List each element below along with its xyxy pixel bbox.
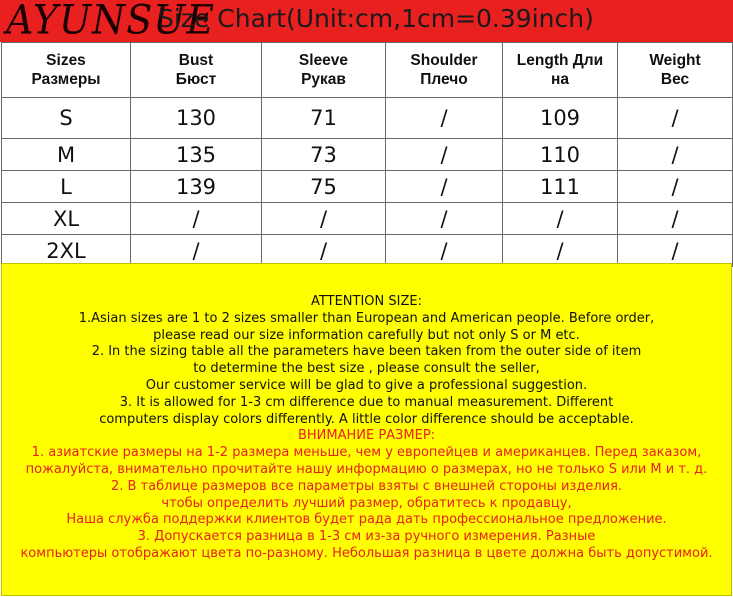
size-chart-title: Size Chart(Unit:cm,1cm=0.39inch) xyxy=(158,4,594,33)
notice-box xyxy=(1,263,732,596)
column-header-en: Length Дли xyxy=(516,52,604,69)
table-cell: 75 xyxy=(262,171,386,203)
english-note-line: 2. In the sizing table all the parameters have been taken from the outer side of item xyxy=(91,344,642,360)
size-table xyxy=(1,42,733,267)
russian-note-line: 1. азиатские размеры на 1-2 размера меньше, чем у европейцев и американцев. Перед заказом, xyxy=(31,445,702,461)
table-cell: / xyxy=(386,171,503,203)
column-header-en: Sizes xyxy=(46,52,86,69)
table-cell: 139 xyxy=(131,171,262,203)
column-header-ru: Рукав xyxy=(301,71,346,88)
column-header xyxy=(2,43,131,98)
notice-text xyxy=(2,294,731,563)
table-cell: / xyxy=(262,203,386,235)
table-body xyxy=(2,98,733,267)
table-row xyxy=(2,98,733,139)
size-cell: 2XL xyxy=(2,235,131,267)
english-note-line: Our customer service will be glad to give a professional suggestion. xyxy=(145,377,588,393)
english-note-line: computers display colors differently. A little color difference should be acceptable. xyxy=(99,411,634,427)
table-row xyxy=(2,235,733,267)
size-cell: L xyxy=(2,171,131,203)
column-header-en: Shoulder xyxy=(410,52,478,69)
table-cell: / xyxy=(618,139,733,171)
table-cell: / xyxy=(386,203,503,235)
size-cell: S xyxy=(2,98,131,139)
column-header xyxy=(262,43,386,98)
table-cell: / xyxy=(262,235,386,267)
table-cell: 109 xyxy=(503,98,618,139)
column-header-ru: Бюст xyxy=(175,71,217,88)
column-header xyxy=(618,43,733,98)
russian-note-line: Наша служба поддержки клиентов будет рада дать профессиональное предложение. xyxy=(66,512,667,528)
table-cell: 130 xyxy=(131,98,262,139)
table-cell: / xyxy=(131,203,262,235)
column-header xyxy=(386,43,503,98)
column-header xyxy=(503,43,618,98)
russian-note-line: ВНИМАНИЕ РАЗМЕР: xyxy=(297,428,436,444)
table-row xyxy=(2,203,733,235)
table-cell: 73 xyxy=(262,139,386,171)
table-cell: / xyxy=(618,98,733,139)
table-cell: / xyxy=(503,203,618,235)
column-header-ru: на xyxy=(551,71,569,88)
table-cell: 135 xyxy=(131,139,262,171)
column-header-en: Sleeve xyxy=(298,52,349,69)
russian-note-line: 2. В таблице размеров все параметры взяты с внешней стороны изделия. xyxy=(110,478,623,494)
column-header-ru: Вес xyxy=(660,71,690,88)
table-cell: / xyxy=(618,203,733,235)
table-cell: / xyxy=(618,235,733,267)
russian-note-line: чтобы определить лучший размер, обратитесь к продавцу, xyxy=(161,495,572,511)
column-header-en: Weight xyxy=(649,52,701,69)
brand-logo: AYUNSUE xyxy=(6,0,216,44)
table-row xyxy=(2,171,733,203)
russian-notes xyxy=(2,428,731,562)
table-cell: / xyxy=(131,235,262,267)
russian-note-line: пожалуйста, внимательно прочитайте нашу информацию о размерах, но не только S или M и т. д. xyxy=(25,461,708,477)
table-cell: / xyxy=(503,235,618,267)
english-note-line: to determine the best size , please consult the seller, xyxy=(193,361,540,377)
column-header-en: Bust xyxy=(178,52,214,69)
table-cell: 71 xyxy=(262,98,386,139)
table-header-row xyxy=(2,43,733,98)
table-cell: 111 xyxy=(503,171,618,203)
table-cell: 110 xyxy=(503,139,618,171)
size-cell: M xyxy=(2,139,131,171)
title-banner xyxy=(0,0,733,42)
table-row xyxy=(2,139,733,171)
column-header-ru: Плечо xyxy=(420,71,468,88)
english-notes xyxy=(2,294,731,428)
size-cell: XL xyxy=(2,203,131,235)
column-header xyxy=(131,43,262,98)
table-cell: / xyxy=(386,98,503,139)
table-cell: / xyxy=(618,171,733,203)
table-cell: / xyxy=(386,139,503,171)
english-note-line: 1.Asian sizes are 1 to 2 sizes smaller than European and American people. Before order, xyxy=(78,310,655,326)
russian-note-line: компьютеры отображают цвета по-разному. Небольшая разница в цвете должна быть допустимой. xyxy=(20,545,713,561)
english-note-line: ATTENTION SIZE: xyxy=(311,294,422,309)
russian-note-line: 3. Допускается разница в 1-3 см из-за ручного измерения. Разные xyxy=(137,529,596,545)
table-cell: / xyxy=(386,235,503,267)
english-note-line: please read our size information carefully but not only S or M etc. xyxy=(153,327,580,343)
column-header-ru: Размеры xyxy=(31,71,101,88)
english-note-line: 3. It is allowed for 1-3 cm difference due to manual measurement. Different xyxy=(119,394,614,410)
